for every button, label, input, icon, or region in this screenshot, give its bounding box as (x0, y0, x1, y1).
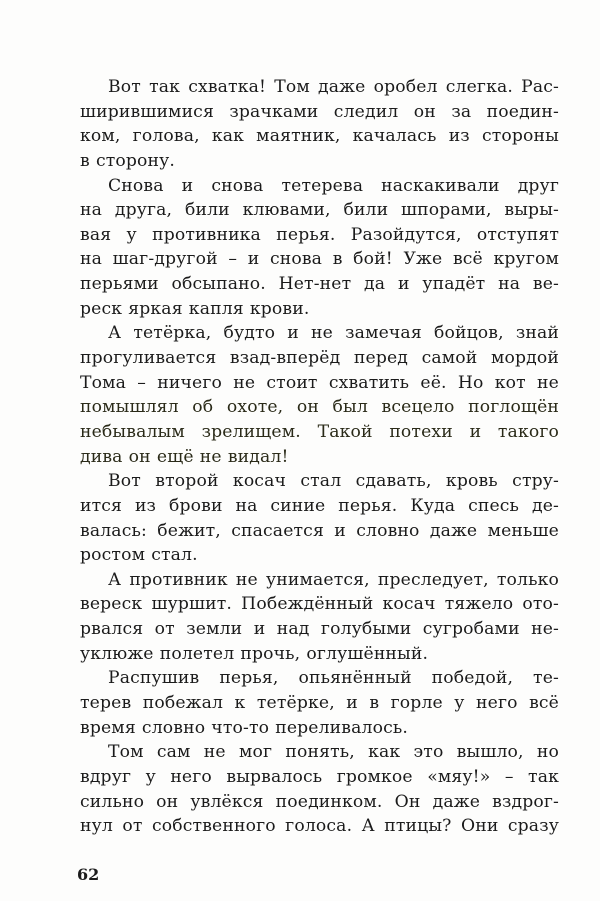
text-line: время словно что-то переливалось. (80, 717, 408, 738)
text-line: Снова и снова тетерева наскакивали друг (108, 175, 559, 196)
text-line: прогуливается взад-вперёд перед самой мордой (80, 348, 559, 369)
text-line: ится из брови на синие перья. Куда спесь де- (80, 495, 559, 516)
page-body (80, 75, 559, 839)
paragraph (80, 740, 559, 839)
text-line: Распушив перья, опьянённый победой, те- (108, 668, 559, 689)
paragraph (80, 469, 559, 568)
text-line: перьями обсыпано. Нет-нет да и упадёт на ве- (80, 274, 559, 295)
text-line: ростом стал. (80, 545, 198, 566)
text-line: сильно он увлёкся поединком. Он даже вздрог- (80, 791, 559, 812)
text-line: А противник не унимается, преследует, только (108, 569, 559, 590)
text-line: А тетёрка, будто и не замечая бойцов, знай (108, 323, 559, 344)
text-line: вая у противника перья. Разойдутся, отступят (80, 224, 559, 245)
text-line: небывалым зрелищем. Такой потехи и такого (80, 421, 559, 442)
text-line: рвался от земли и над голубыми сугробами не- (80, 619, 559, 640)
text-line: валась: бежит, спасается и словно даже меньше (80, 520, 559, 541)
paragraph (80, 75, 559, 174)
text-line: на шаг-другой – и снова в бой! Уже всё кругом (80, 249, 559, 270)
text-line: ком, голова, как маятник, качалась из стороны (80, 126, 559, 147)
text-line: уклюже полетел прочь, оглушённый. (80, 643, 429, 664)
text-line: дива он ещё не видал! (80, 446, 289, 467)
text-line: реск яркая капля крови. (80, 298, 310, 319)
text-line: нул от собственного голоса. А птицы? Они сразу (80, 816, 559, 837)
text-line: ширившимися зрачками следил он за поедин- (80, 101, 559, 122)
paragraph (80, 666, 559, 740)
paragraph (80, 568, 559, 667)
paragraph (80, 174, 559, 322)
text-line: вдруг у него вырвалось громкое «мяу!» – так (80, 766, 559, 787)
text-line: на друга, били клювами, били шпорами, выры- (80, 200, 559, 221)
text-line: вереск шуршит. Побеждённый косач тяжело ото- (80, 594, 559, 615)
paragraph (80, 321, 559, 469)
text-line: Вот второй косач стал сдавать, кровь стру- (108, 471, 559, 492)
text-line: в сторону. (80, 150, 176, 171)
page-number: 62 (77, 865, 100, 884)
text-line: терев побежал к тетёрке, и в горле у него всё (80, 693, 559, 714)
text-line: Вот так схватка! Том даже оробел слегка. Рас- (108, 77, 559, 97)
text-line: Тома – ничего не стоит схватить её. Но кот не (80, 372, 559, 393)
text-line: Том сам не мог понять, как это вышло, но (108, 742, 559, 763)
text-line: помышлял об охоте, он был всецело поглощён (80, 397, 559, 418)
